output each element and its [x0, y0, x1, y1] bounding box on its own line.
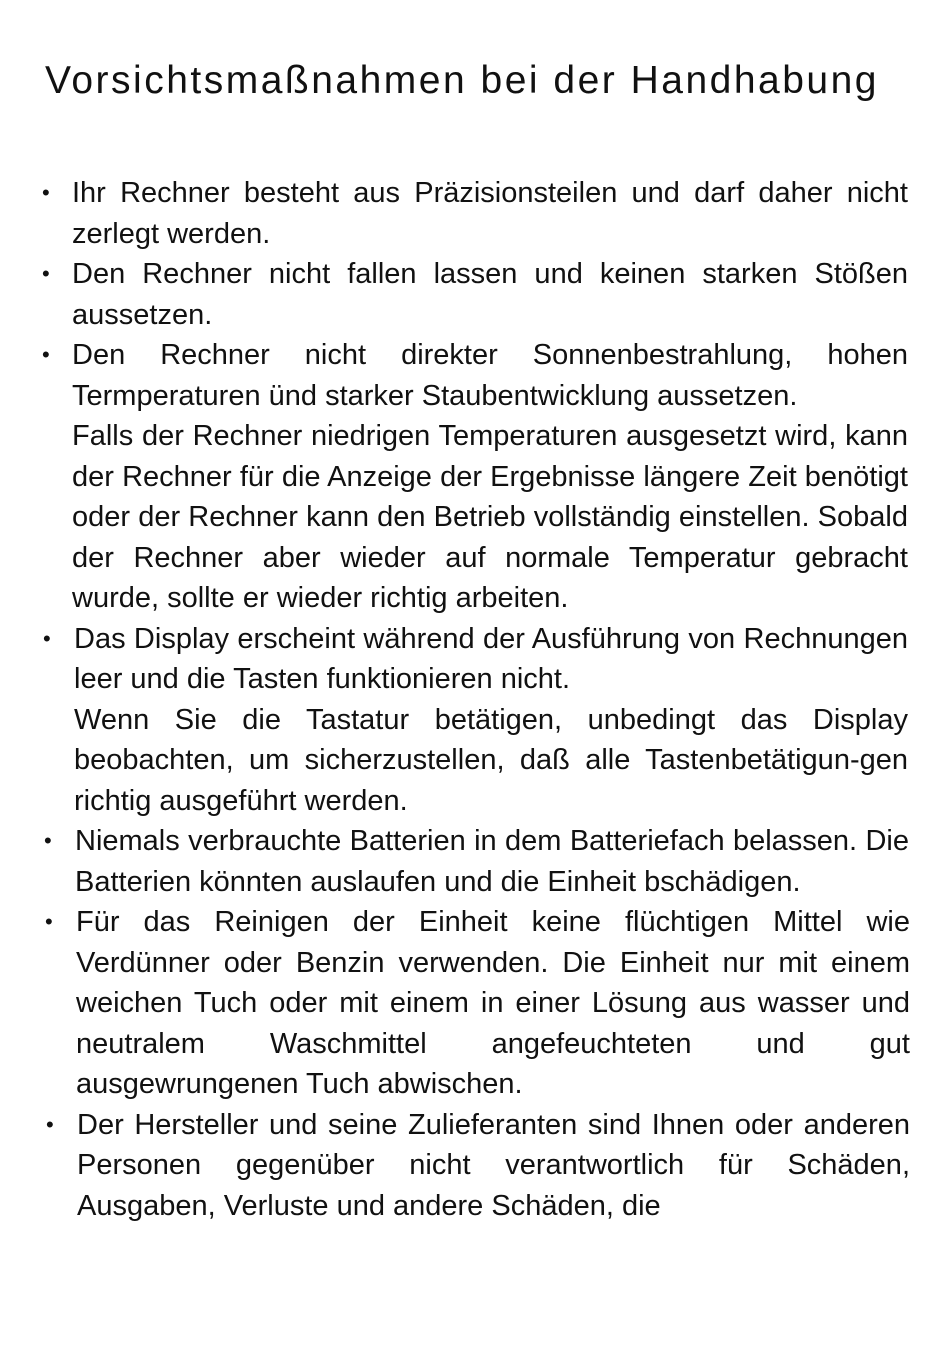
paragraph: Falls der Rechner niedrigen Temperaturen ausgesetzt wird, kann der Rechner für die Anzeige der Ergebnisse längere Zeit benötigt oder der Rechner kann den Betrieb vollständig einstellen. Sobald der Rechner aber wieder auf normale Temperatur gebracht wurde, sollte er wieder richtig arbeiten. — [72, 420, 908, 614]
paragraph: Der Hersteller und seine Zulieferanten sind Ihnen oder anderen Personen gegenüber nicht verantwortlich für Schäden, Ausgaben, Verluste und andere Schäden, die — [77, 1108, 910, 1222]
list-item — [43, 619, 908, 822]
list-item — [42, 335, 908, 619]
paragraph: Ihr Rechner besteht aus Präzisionsteilen und darf daher nicht zerlegt werden. — [72, 177, 908, 250]
list-item-text — [74, 619, 908, 822]
paragraph: Niemals verbrauchte Batterien in dem Batteriefach belassen. Die Batterien könnten auslaufen und die Einheit bschädigen. — [75, 825, 909, 898]
bullet-icon: • — [42, 261, 50, 286]
paragraph: Für das Reinigen der Einheit keine flüchtigen Mittel wie Verdünner oder Benzin verwenden. Die Einheit nur mit einem weichen Tuch oder mit einem in einer Lösung aus wasser und neutralem Waschmittel angefeuchteten und gut ausgewrungenen Tuch abwischen. — [76, 906, 910, 1100]
bullet-icon: • — [44, 828, 52, 853]
bullet-icon: • — [42, 180, 50, 205]
bullet-icon: • — [45, 909, 53, 934]
list-item-text — [72, 254, 908, 335]
paragraph: Den Rechner nicht direkter Sonnenbestrahlung, hohen Termperaturen ünd starker Staubentwicklung aussetzen. — [72, 339, 908, 412]
paragraph: Den Rechner nicht fallen lassen und keinen starken Stößen aussetzen. — [72, 258, 908, 331]
bullet-icon: • — [43, 625, 51, 651]
list-item — [46, 1105, 910, 1227]
precautions-list — [0, 173, 950, 1226]
bullet-icon: • — [46, 1111, 54, 1137]
bullet-icon: • — [42, 342, 50, 367]
list-item — [42, 254, 908, 335]
list-item-text — [75, 821, 909, 902]
list-item-text — [72, 335, 908, 619]
list-item — [42, 173, 908, 254]
paragraph: Das Display erscheint während der Ausführung von Rechnungen leer und die Tasten funktionieren nicht. — [74, 622, 908, 695]
list-item-text — [77, 1105, 910, 1227]
paragraph: Wenn Sie die Tastatur betätigen, unbedingt das Display beobachten, um sicherzustellen, daß alle Tastenbetätigun-gen richtig ausgeführt werden. — [74, 703, 908, 817]
list-item-text — [72, 173, 908, 254]
list-item — [44, 821, 909, 902]
list-item — [45, 902, 910, 1105]
list-item-text — [76, 902, 910, 1105]
page-title: Vorsichtsmaßnahmen bei der Handhabung — [45, 59, 879, 102]
